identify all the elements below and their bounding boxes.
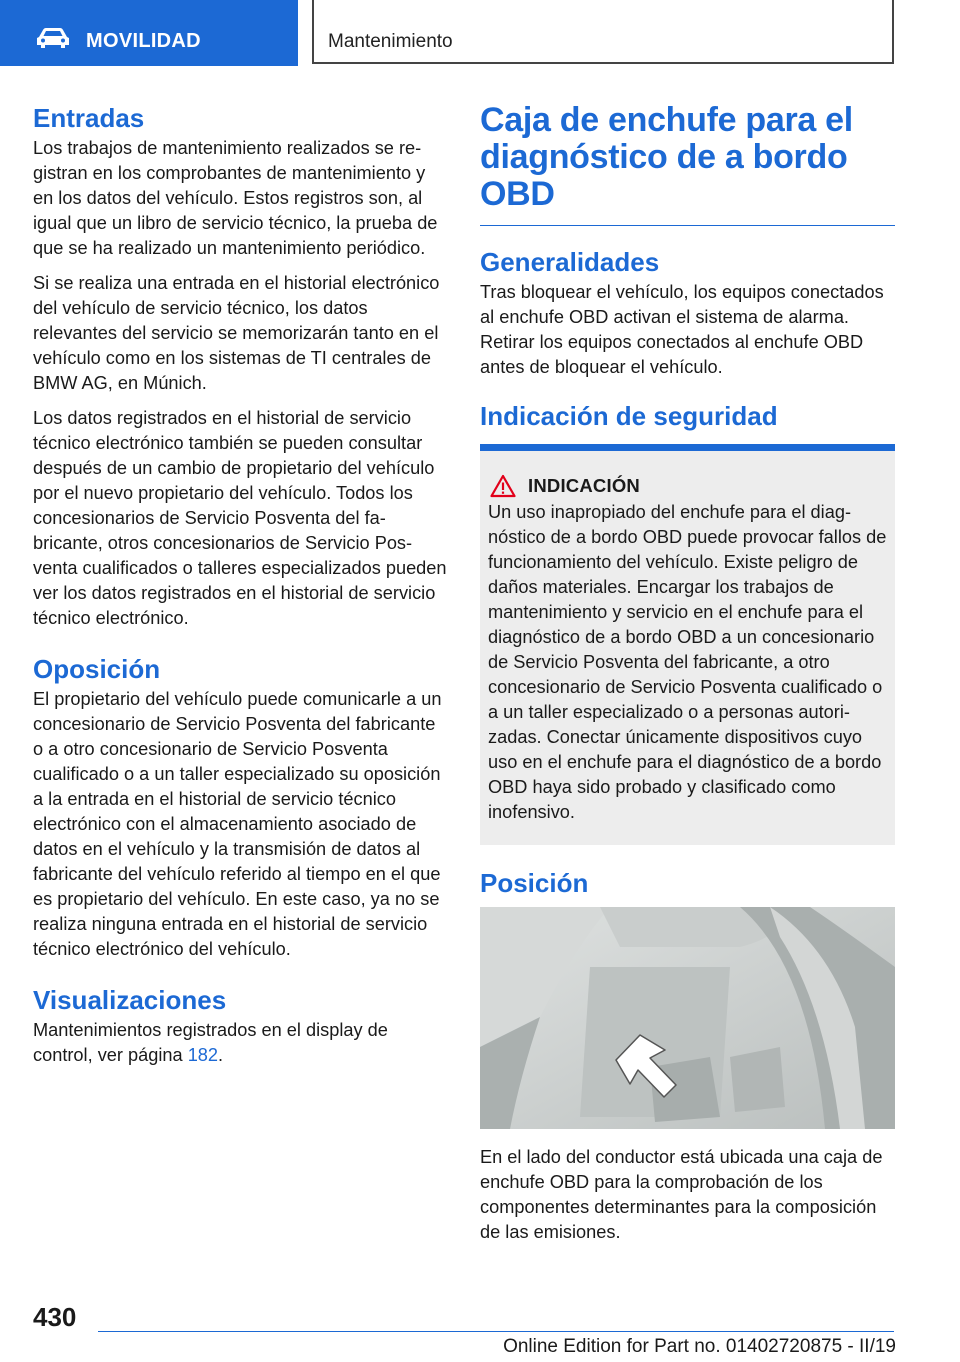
section-tab[interactable] [0, 0, 298, 66]
visualizaciones-text-end: . [218, 1045, 224, 1065]
chapter-header [312, 0, 894, 64]
warning-title: INDICACIÓN [528, 475, 640, 496]
edition-info: Online Edition for Part no. 01402720875 - II/19 [503, 1336, 896, 1357]
heading-seguridad: Indicación de seguridad [480, 401, 778, 431]
heading-posicion: Posición [480, 868, 589, 898]
seguridad-divider [480, 444, 895, 451]
left-column [33, 102, 449, 1078]
footer-divider [98, 1331, 894, 1332]
generalidades-paragraph: Tras bloquear el vehículo, los equipos conectados al enchufe OBD activan el sistema de alarma. Retirar los equipos conectados al enchufe OBD antes de bloquear el vehículo. [480, 282, 884, 377]
warning-header [488, 473, 887, 498]
visualizaciones-paragraph [33, 1018, 449, 1068]
heading-generalidades: Generalidades [480, 247, 660, 277]
car-icon [36, 27, 70, 49]
warning-triangle-icon [490, 474, 516, 498]
title-divider [480, 225, 895, 226]
entradas-paragraph-2: Si se realiza una entrada en el historial electrónico del vehículo de servicio técnico, los datos relevantes del servicio se memorizarán tanto en el vehículo como en los sistemas de TI centrales de BMW AG, en Múnich. [33, 273, 440, 393]
heading-entradas: Entradas [33, 103, 145, 133]
visualizaciones-text: Mantenimientos registrados en el display de control, ver página [33, 1020, 388, 1065]
warning-text: Un uso inapropiado del enchufe para el diagnóstico de a bordo OBD puede provocar fallos de funcionamiento del vehículo. Existe peligro de daños materiales. Encargar los trabajos de mantenimiento y servicio en el enchufe para el diagnóstico de a bordo OBD a un concesionario de Servicio Posventa del fabricante, a otro concesionario de Servicio Posventa cualificado o a un taller especializado o a personas autorizadas. Conectar únicamente dispositivos cuyo uso en el enchufe para el diagnóstico de a bordo OBD haya sido probado y clasificado como inofensivo. [488, 502, 887, 822]
entradas-paragraph-3: Los datos registrados en el historial de servicio técnico electrónico también se pueden consultar después de un cambio de propietario del vehículo por el nuevo propietario del vehículo. Todos los concesionarios de Servicio Posventa del fabricante, otros concesionarios de Servicio Posventa cualificados o talleres especializados pueden ver los datos registrados en el historial de servicio técnico electrónico. [33, 408, 447, 628]
warning-box [480, 451, 895, 845]
chapter-label: Mantenimiento [328, 31, 453, 52]
page-title: Caja de enchufe para el diagnóstico de a bordo OBD [480, 101, 853, 213]
heading-oposicion: Oposición [33, 654, 161, 684]
right-column [480, 102, 895, 1255]
entradas-paragraph-1: Los trabajos de mantenimiento realizados se registran en los comprobantes de mantenimiento y en los datos del vehículo. Estos registros son, al igual que un libro de servicio técnico, la prueba de que se ha realizado un mantenimiento periódico. [33, 138, 438, 258]
obd-location-illustration [480, 907, 895, 1129]
page-link-182[interactable]: 182 [187, 1045, 219, 1065]
heading-visualizaciones: Visualizaciones [33, 985, 227, 1015]
section-label: MOVILIDAD [86, 30, 201, 52]
obd-location-photo [480, 907, 895, 1129]
oposicion-paragraph: El propietario del vehículo puede comunicarle a un concesionario de Servicio Posventa del fabricante o a otro concesionario de Servicio Posventa cualificado o a un taller especializado su oposición a la entrada en el historial de servicio técnico electrónico con el almacenamiento asociado de datos en el vehículo y la transmisión de datos al fabricante del vehículo referido al tiempo en el que es propietario del vehículo. En este caso, ya no se realiza ninguna entrada en el historial de servicio técnico electrónico del vehículo. [33, 689, 442, 959]
posicion-paragraph: En el lado del conductor está ubicada una caja de enchufe OBD para la comprobación de los componentes determinantes para la composición de las emisiones. [480, 1147, 883, 1242]
page-number: 430 [33, 1302, 77, 1332]
